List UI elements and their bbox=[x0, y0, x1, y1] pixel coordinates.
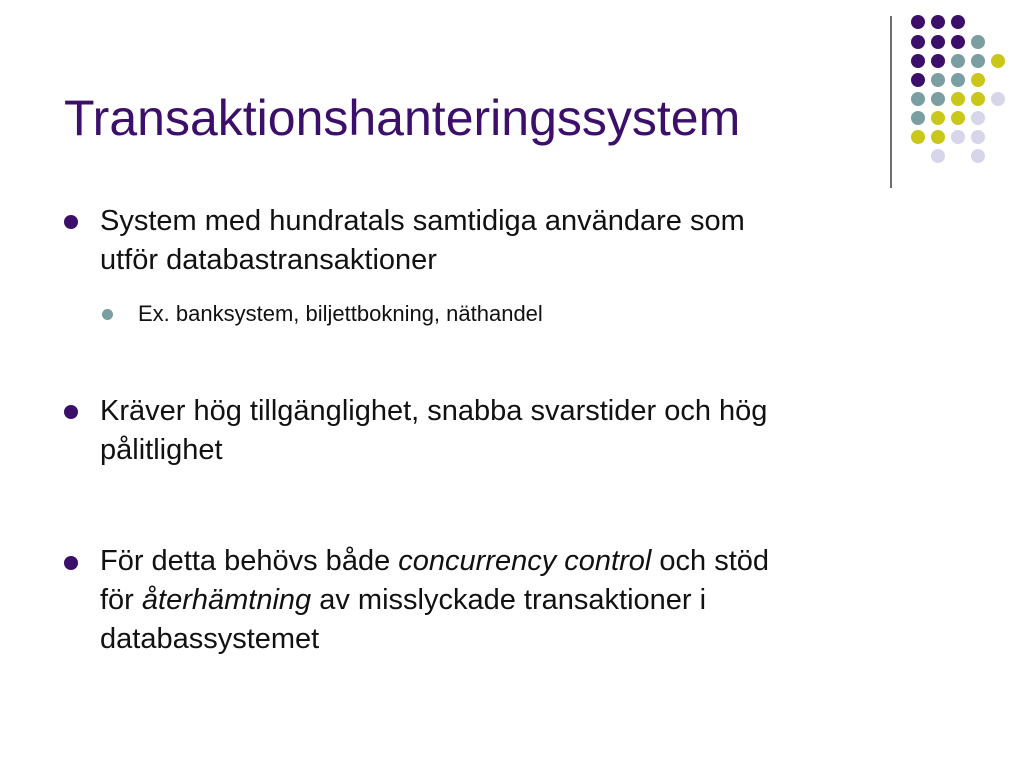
bullet-text bbox=[100, 202, 980, 280]
text-run: av misslyckade transaktioner i bbox=[311, 584, 707, 616]
bullet-text bbox=[100, 542, 980, 659]
bullet-line: pålitlighet bbox=[100, 434, 223, 466]
sub-bullet-dot bbox=[102, 309, 113, 320]
bullet-line bbox=[100, 542, 980, 581]
bullet-dot bbox=[64, 405, 78, 419]
bullet-dot bbox=[64, 556, 78, 570]
text-run: och stöd bbox=[651, 545, 770, 577]
bullet-line: System med hundratals samtidiga användare som bbox=[100, 205, 745, 237]
bullet-line: Kräver hög tillgänglighet, snabba svarstider och hög bbox=[100, 395, 768, 427]
text-run: För detta behövs både bbox=[100, 545, 399, 577]
bullet-dot bbox=[64, 215, 78, 229]
bullet-line: utför databastransaktioner bbox=[100, 244, 437, 276]
bullet-line: databassystemet bbox=[100, 623, 320, 655]
italic-term: återhämtning bbox=[141, 584, 312, 616]
bullet-line bbox=[100, 581, 980, 620]
sub-bullet-text: Ex. banksystem, biljettbokning, näthandel bbox=[138, 301, 543, 326]
slide-title: Transaktionshanteringssystem bbox=[64, 90, 741, 146]
italic-term: concurrency control bbox=[398, 545, 652, 577]
text-run: för bbox=[100, 584, 142, 616]
bullet-text bbox=[100, 392, 980, 470]
